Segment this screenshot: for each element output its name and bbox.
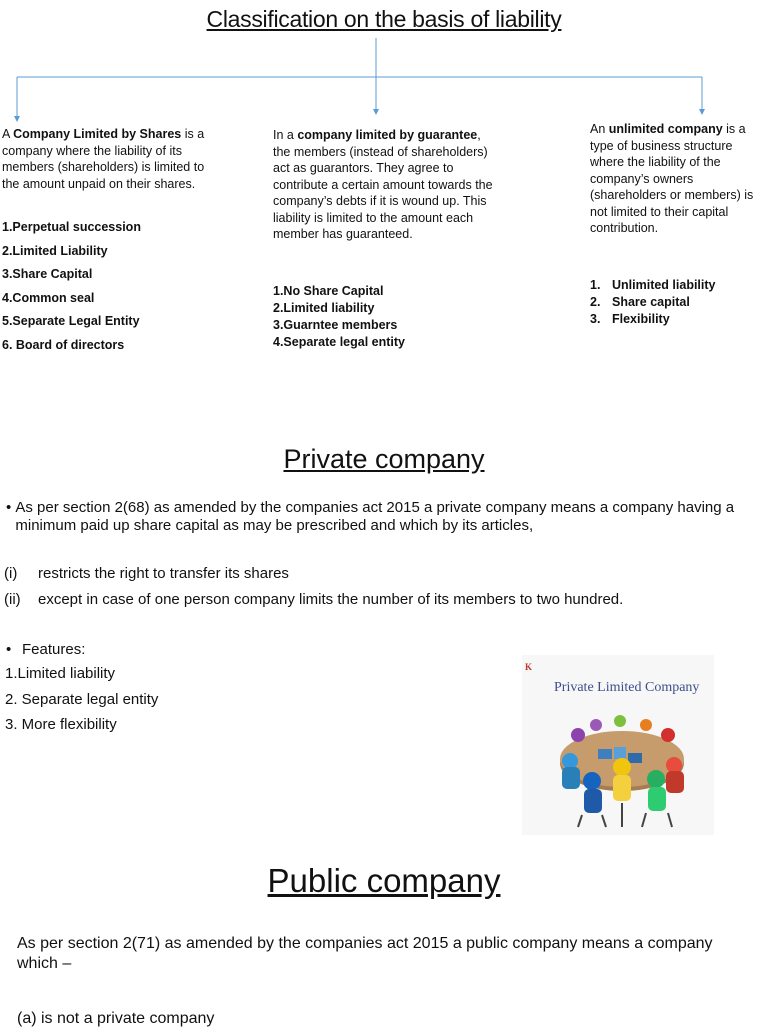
list-item: (i) restricts the right to transfer its shares: [4, 565, 289, 582]
shares-features-list: [2, 216, 222, 357]
list-item: 1.Limited liability: [5, 665, 116, 682]
classification-tree-lines: [0, 0, 768, 130]
list-item: 2.Limited liability: [273, 301, 375, 315]
private-features-list: [5, 661, 305, 738]
private-definition: • As per section 2(68) as amended by the companies act 2015 a private company means a company having a minimum paid up share capital as may be prescribed and which by its articles,: [2, 499, 742, 535]
bullet-mark: •: [6, 499, 12, 516]
unlimited-description: An unlimited company is a type of business structure where the liability of the company’s owners (shareholders or members) is not limited to their capital contribution.: [590, 122, 754, 235]
list-item: 1.Perpetual succession: [2, 220, 141, 234]
image-caption: Private Limited Company: [554, 680, 700, 695]
shares-description: A Company Limited by Shares is a company where the liability of its members (shareholders) is limited to the amount unpaid on their shares.: [2, 127, 205, 191]
private-company-title: Private company: [283, 444, 485, 474]
list-item: 3. More flexibility: [5, 716, 117, 733]
list-item: 1. Unlimited liability: [590, 278, 716, 292]
liability-title: Classification on the basis of liability: [206, 6, 562, 32]
meeting-table-illustration: [522, 655, 714, 835]
public-definition: As per section 2(71) as amended by the companies act 2015 a public company means a company which –: [17, 935, 713, 972]
logo-mark: K: [525, 662, 533, 672]
public-clause-a: (a) is not a private company: [17, 1010, 215, 1027]
list-item: 4.Common seal: [2, 290, 95, 305]
list-item: 2. Separate legal entity: [5, 690, 159, 708]
private-clauses: [4, 561, 744, 613]
guarantee-features-list: [273, 283, 493, 351]
list-item: (ii) except in case of one person company limits the number of its members to two hundred.: [4, 591, 624, 608]
list-item: 3.Guarntee members: [273, 318, 398, 332]
private-limited-company-image: [522, 655, 714, 835]
list-item: 5.Separate Legal Entity: [2, 314, 140, 328]
list-item: 3.Share Capital: [2, 267, 93, 281]
unlimited-features-list: [590, 277, 760, 328]
list-item: 3. Flexibility: [590, 312, 670, 326]
list-item: 1.No Share Capital: [273, 284, 384, 298]
list-item: 4.Separate legal entity: [273, 335, 406, 349]
features-heading: • Features:: [6, 641, 86, 658]
list-item: 6. Board of directors: [2, 337, 125, 352]
list-item: 2.Limited Liability: [2, 243, 108, 258]
guarantee-description: In a company limited by guarantee, the members (instead of shareholders) act as guarantors. They agree to contribute a certain amount towards the company’s debts if it is wound up. This liability is limited to the amount each member has guaranteed.: [273, 128, 493, 241]
public-company-title: Public company: [267, 862, 501, 899]
list-item: 2. Share capital: [590, 295, 690, 309]
